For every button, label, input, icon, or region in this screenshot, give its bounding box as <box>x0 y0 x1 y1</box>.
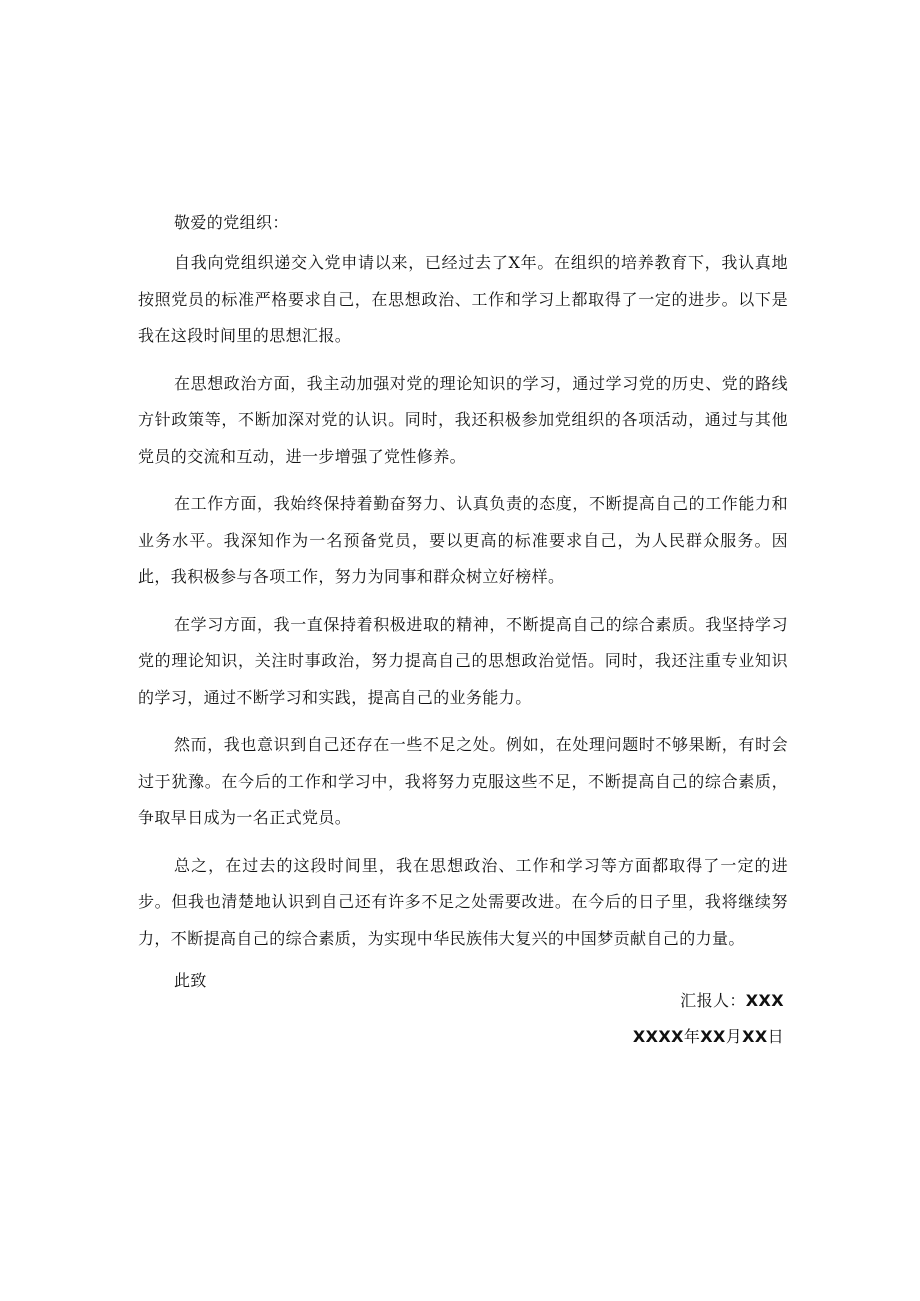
paragraph-political: 在思想政治方面，我主动加强对党的理论知识的学习，通过学习党的历史、党的路线方针政策等，不断加深对党的认识。同时，我还积极参加党组织的各项活动，通过与其他党员的交流和互动，进一步增强了党性修养。 <box>138 373 788 466</box>
date-month: XX <box>700 1027 726 1046</box>
paragraph-shortcomings: 然而，我也意识到自己还存在一些不足之处。例如，在处理问题时不够果断，有时会过于犹豫。在今后的工作和学习中，我将努力克服这些不足，不断提高自己的综合素质，争取早日成为一名正式党员。 <box>138 735 788 827</box>
paragraph-intro: 自我向党组织递交入党申请以来，已经过去了X年。在组织的培养教育下，我认真地按照党员的标准严格要求自己，在思想政治、工作和学习上都取得了一定的进步。以下是我在这段时间里的思想汇报。 <box>138 253 788 345</box>
reporter-name: XXX <box>745 991 784 1010</box>
date-day-unit: 日 <box>767 1027 784 1046</box>
reporter-label: 汇报人： <box>680 991 746 1010</box>
closing: 此致 <box>174 971 207 990</box>
date-year-unit: 年 <box>683 1027 701 1046</box>
date-line <box>633 1019 784 1055</box>
paragraph-summary: 总之，在过去的这段时间里，我在思想政治、工作和学习等方面都取得了一定的进步。但我也清楚地认识到自己还有许多不足之处需要改进。在今后的日子里，我将继续努力，不断提高自己的综合素质，为实现中华民族伟大复兴的中国梦贡献自己的力量。 <box>138 855 788 948</box>
signature-block <box>633 983 784 1055</box>
letter-body <box>138 210 788 994</box>
salutation: 敬爱的党组织： <box>174 213 289 232</box>
date-day: XX <box>742 1027 768 1046</box>
paragraph-work: 在工作方面，我始终保持着勤奋努力、认真负责的态度，不断提高自己的工作能力和业务水平。我深知作为一名预备党员，要以更高的标准要求自己，为人民群众服务。因此，我积极参与各项工作，努力为同事和群众树立好榜样。 <box>138 494 788 586</box>
date-month-unit: 月 <box>725 1027 743 1046</box>
reporter-line <box>633 983 784 1019</box>
paragraph-study: 在学习方面，我一直保持着积极进取的精神，不断提高自己的综合素质。我坚持学习党的理论知识，关注时事政治，努力提高自己的思想政治觉悟。同时，我还注重专业知识的学习，通过不断学习和实践，提高自己的业务能力。 <box>138 614 788 707</box>
date-year: XXXX <box>632 1027 684 1046</box>
